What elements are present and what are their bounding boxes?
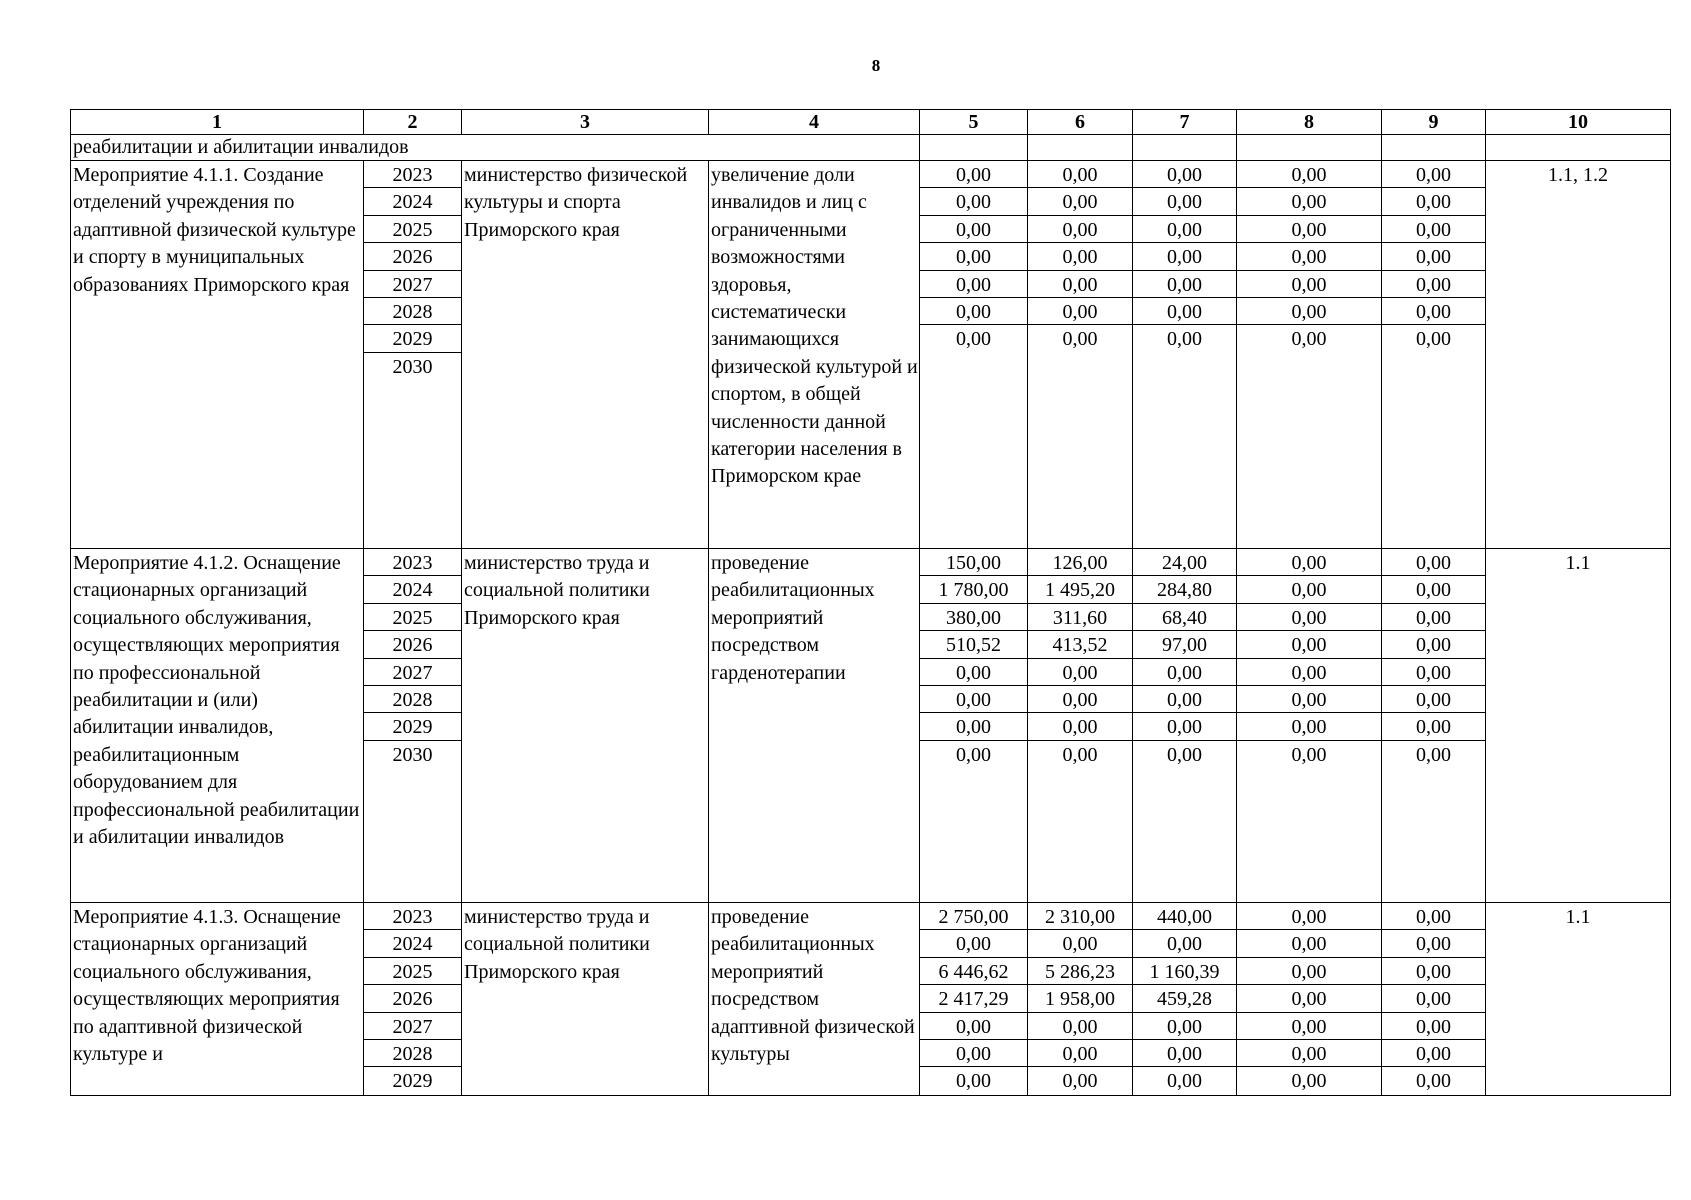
amount-col7-value: 0,00 [1167,743,1202,766]
table-row [71,549,1671,903]
amount-col5-value: 0,00 [920,686,1027,713]
amount-col7-list [1133,161,1236,353]
section-title: реабилитации и абилитации инвалидов [71,135,920,161]
amount-col8-value: 0,00 [1237,903,1381,930]
amount-col8-value: 0,00 [1237,161,1381,188]
amount-col6-value: 5 286,23 [1028,958,1132,985]
amount-col7-value: 0,00 [1167,328,1202,351]
expected-result: проведение реабилитационных мероприятий посредством гарденотерапии [709,549,920,903]
year-value: 2024 [364,930,461,957]
year-value: 2026 [364,985,461,1012]
amount-col5-value: 0,00 [920,1040,1027,1067]
amount-col9-cell [1382,903,1486,1096]
amount-col5-list [920,161,1027,353]
page-number: 8 [871,56,881,75]
amount-col7-value: 0,00 [1133,271,1236,298]
year-cell [364,903,462,1096]
section-row [71,135,1671,161]
header-row [71,110,1671,135]
year-value: 2030 [392,355,433,378]
indicator-numbers: 1.1 [1486,549,1671,903]
amount-col6-value: 0,00 [1028,1013,1132,1040]
expected-result: проведение реабилитационных мероприятий посредством адаптивной физической культуры [709,903,920,1096]
year-value: 2025 [364,604,461,631]
amount-col5-value: 0,00 [920,216,1027,243]
amount-col9-value: 0,00 [1382,1013,1485,1040]
amount-col6-list [1028,903,1132,1095]
amount-col6-value: 0,00 [1028,188,1132,215]
amount-col8-value: 0,00 [1237,243,1381,270]
year-value: 2028 [364,1040,461,1067]
amount-col6-cell [1028,903,1133,1096]
measure-name: Мероприятие 4.1.2. Оснащение стационарных организаций социального обслуживания, осуществляющих мероприятия по профессиональной реабилитации и (или) абилитации инвалидов, реабилитационным оборудованием для профессиональной реабилитации и абилитации инвалидов [71,549,364,903]
amount-col8-cell [1237,549,1382,903]
column-header: 7 [1133,110,1237,135]
amount-col6-value: 311,60 [1028,604,1132,631]
year-value: 2023 [364,161,461,188]
amount-col8-value: 0,00 [1237,549,1381,576]
year-value: 2029 [364,325,461,352]
amount-col7-cell [1133,903,1237,1096]
amount-col9-value: 0,00 [1382,604,1485,631]
amount-col5-value: 150,00 [920,549,1027,576]
expected-result: увеличение доли инвалидов и лиц с ограниченными возможностями здоровья, систематически занимающихся физической культурой и спортом, в общей численности данной категории населения в Приморском крае [709,161,920,549]
amount-col9-value: 0,00 [1382,216,1485,243]
year-list [364,903,461,1095]
amount-col6-value: 0,00 [1028,930,1132,957]
amount-col9-value: 0,00 [1382,631,1485,658]
amount-col8-value: 0,00 [1237,686,1381,713]
amount-col7-value: 0,00 [1133,686,1236,713]
measure-name: Мероприятие 4.1.3. Оснащение стационарных организаций социального обслуживания, осуществляющих мероприятия по адаптивной физической культуре и [71,903,364,1096]
amount-col5-list [920,549,1027,768]
amount-col6-cell [1028,161,1133,549]
amount-col5-value: 0,00 [920,161,1027,188]
amount-col6-value: 0,00 [1062,328,1098,351]
amount-col7-value: 0,00 [1133,298,1236,325]
amount-col8-value: 0,00 [1237,604,1381,631]
amount-col9-value: 0,00 [1382,958,1485,985]
amount-col7-value: 68,40 [1133,604,1236,631]
amount-col9-cell [1382,161,1486,549]
year-value: 2024 [364,188,461,215]
amount-col6-value: 0,00 [1028,298,1132,325]
amount-col6-value: 0,00 [1028,1040,1132,1067]
year-value: 2025 [364,958,461,985]
amount-col5-value: 0,00 [920,659,1027,686]
amount-col9-value: 0,00 [1382,271,1485,298]
column-header: 8 [1237,110,1382,135]
amount-col7-value: 0,00 [1167,1070,1202,1093]
column-header: 5 [920,110,1028,135]
amount-col7-value: 0,00 [1133,930,1236,957]
amount-col9-value: 0,00 [1382,985,1485,1012]
amount-col5-value: 0,00 [920,298,1027,325]
amount-col9-value: 0,00 [1382,243,1485,270]
measure-name: Мероприятие 4.1.1. Создание отделений учреждения по адаптивной физической культуре и спорту в муниципальных образованиях Приморского края [71,161,364,549]
amount-col7-value: 0,00 [1133,216,1236,243]
amount-col6-value: 0,00 [1028,243,1132,270]
amount-col8-value: 0,00 [1237,930,1381,957]
amount-col5-cell [920,161,1028,549]
amount-col5-value: 0,00 [920,930,1027,957]
amount-col9-value: 0,00 [1416,1070,1451,1093]
executor: министерство физической культуры и спорта Приморского края [462,161,709,549]
amount-col9-value: 0,00 [1382,659,1485,686]
amount-col5-value: 0,00 [956,743,991,766]
amount-col6-value: 1 495,20 [1028,576,1132,603]
amount-col7-value: 24,00 [1133,549,1236,576]
amount-col8-list [1237,161,1381,353]
amount-col5-value: 0,00 [920,713,1027,740]
amount-col9-value: 0,00 [1382,298,1485,325]
column-header: 4 [709,110,920,135]
amount-col8-value: 0,00 [1237,271,1381,298]
year-value: 2026 [364,243,461,270]
amount-col6-value: 0,00 [1028,686,1132,713]
amount-col9-value: 0,00 [1382,930,1485,957]
amount-col7-value: 0,00 [1133,713,1236,740]
year-list [364,161,461,380]
amount-col5-value: 380,00 [920,604,1027,631]
year-value: 2029 [364,713,461,740]
amount-col7-value: 284,80 [1133,576,1236,603]
amount-col8-value: 0,00 [1291,328,1327,351]
amount-col8-value: 0,00 [1237,1040,1381,1067]
amount-col8-value: 0,00 [1237,985,1381,1012]
column-header: 10 [1486,110,1671,135]
amount-col9-value: 0,00 [1416,328,1451,351]
amount-col5-value: 0,00 [920,271,1027,298]
amount-col8-value: 0,00 [1237,958,1381,985]
program-measures-table [70,109,1671,1096]
amount-col8-value: 0,00 [1237,713,1381,740]
amount-col7-list [1133,903,1236,1095]
amount-col9-value: 0,00 [1382,576,1485,603]
amount-col9-value: 0,00 [1382,903,1485,930]
amount-col9-list [1382,549,1485,768]
amount-col5-value: 0,00 [956,1070,991,1093]
amount-col6-value: 0,00 [1062,743,1098,766]
amount-col8-value: 0,00 [1237,1013,1381,1040]
indicator-numbers: 1.1 [1486,903,1671,1096]
column-header: 1 [71,110,364,135]
amount-col6-list [1028,549,1132,768]
column-header: 9 [1382,110,1486,135]
amount-col7-value: 0,00 [1133,188,1236,215]
amount-col6-value: 413,52 [1028,631,1132,658]
year-value: 2030 [392,743,433,766]
amount-col8-value: 0,00 [1291,1070,1327,1093]
year-value: 2025 [364,216,461,243]
amount-col8-value: 0,00 [1237,576,1381,603]
amount-col6-value: 0,00 [1028,216,1132,243]
amount-col8-cell [1237,161,1382,549]
amount-col9-value: 0,00 [1382,1040,1485,1067]
amount-col7-value: 0,00 [1133,659,1236,686]
amount-col5-value: 0,00 [956,328,991,351]
year-value: 2028 [364,686,461,713]
year-value: 2026 [364,631,461,658]
year-value: 2029 [392,1070,433,1093]
amount-col6-value: 0,00 [1028,713,1132,740]
amount-col9-value: 0,00 [1382,549,1485,576]
year-value: 2027 [364,659,461,686]
amount-col8-value: 0,00 [1237,216,1381,243]
amount-col9-list [1382,161,1485,353]
amount-col5-value: 0,00 [920,188,1027,215]
year-value: 2023 [364,903,461,930]
executor: министерство труда и социальной политики Приморского края [462,903,709,1096]
column-header: 2 [364,110,462,135]
amount-col8-list [1237,549,1381,768]
executor: министерство труда и социальной политики Приморского края [462,549,709,903]
amount-col5-value: 2 417,29 [920,985,1027,1012]
amount-col7-list [1133,549,1236,768]
column-header: 6 [1028,110,1133,135]
amount-col9-value: 0,00 [1382,686,1485,713]
amount-col5-value: 6 446,62 [920,958,1027,985]
amount-col5-value: 0,00 [920,1013,1027,1040]
amount-col5-value: 510,52 [920,631,1027,658]
year-value: 2028 [364,298,461,325]
amount-col5-list [920,903,1027,1095]
amount-col8-cell [1237,903,1382,1096]
amount-col5-cell [920,903,1028,1096]
amount-col7-value: 459,28 [1133,985,1236,1012]
amount-col8-value: 0,00 [1237,631,1381,658]
amount-col6-value: 0,00 [1028,659,1132,686]
amount-col6-value: 0,00 [1062,1070,1098,1093]
amount-col9-value: 0,00 [1382,713,1485,740]
amount-col6-cell [1028,549,1133,903]
amount-col7-cell [1133,549,1237,903]
amount-col7-value: 0,00 [1133,161,1236,188]
year-value: 2024 [364,576,461,603]
amount-col7-value: 1 160,39 [1133,958,1236,985]
amount-col8-list [1237,903,1381,1095]
amount-col8-value: 0,00 [1237,298,1381,325]
amount-col9-value: 0,00 [1416,743,1451,766]
year-cell [364,549,462,903]
amount-col7-value: 0,00 [1133,243,1236,270]
amount-col7-value: 440,00 [1133,903,1236,930]
amount-col6-value: 0,00 [1028,161,1132,188]
amount-col7-value: 0,00 [1133,1013,1236,1040]
table-row [71,903,1671,1096]
year-value: 2023 [364,549,461,576]
amount-col9-value: 0,00 [1382,161,1485,188]
amount-col6-value: 126,00 [1028,549,1132,576]
amount-col6-value: 2 310,00 [1028,903,1132,930]
amount-col8-value: 0,00 [1237,188,1381,215]
amount-col5-value: 1 780,00 [920,576,1027,603]
year-list [364,549,461,768]
amount-col5-value: 0,00 [920,243,1027,270]
amount-col8-value: 0,00 [1237,659,1381,686]
amount-col6-list [1028,161,1132,353]
amount-col6-value: 0,00 [1028,271,1132,298]
amount-col8-value: 0,00 [1291,743,1327,766]
amount-col7-value: 97,00 [1133,631,1236,658]
year-value: 2027 [364,271,461,298]
indicator-numbers: 1.1, 1.2 [1486,161,1671,549]
amount-col7-value: 0,00 [1133,1040,1236,1067]
amount-col7-cell [1133,161,1237,549]
year-value: 2027 [364,1013,461,1040]
amount-col5-cell [920,549,1028,903]
amount-col6-value: 1 958,00 [1028,985,1132,1012]
amount-col5-value: 2 750,00 [920,903,1027,930]
amount-col9-list [1382,903,1485,1095]
year-cell [364,161,462,549]
amount-col9-value: 0,00 [1382,188,1485,215]
table-row [71,161,1671,549]
column-header: 3 [462,110,709,135]
amount-col9-cell [1382,549,1486,903]
